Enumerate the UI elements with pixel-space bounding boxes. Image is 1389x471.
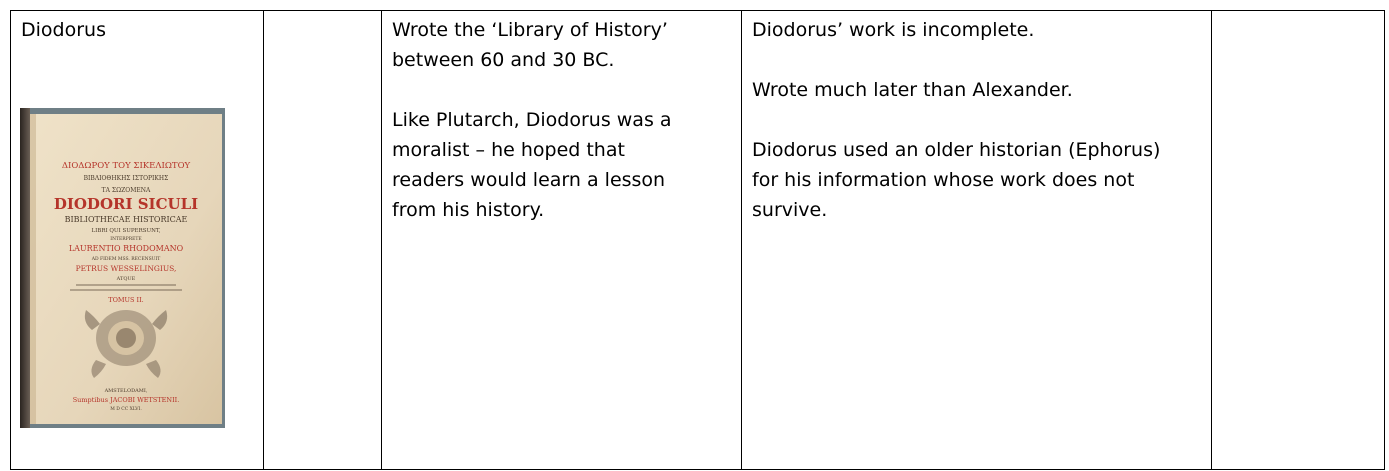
title-line-11: ATQUE bbox=[116, 276, 136, 282]
empty-cell-2-text bbox=[264, 11, 381, 15]
limitations-cell bbox=[742, 11, 1212, 470]
description-paragraph-2: Like Plutarch, Diodorus was a moralist – he hoped that readers would learn a lesson from his history. bbox=[392, 109, 672, 221]
title-line-9: AD FIDEM MSS. RECENSUIT bbox=[91, 257, 161, 262]
title-line-7: INTERPRETE bbox=[110, 237, 142, 242]
title-line-14: Sumptibus JACOBI WETSTENII. bbox=[72, 396, 180, 404]
empty-cell-2 bbox=[264, 11, 382, 470]
title-line-12: TOMUS II. bbox=[108, 296, 144, 304]
title-line-8: LAURENTIO RHODOMANO bbox=[68, 244, 184, 253]
book-spine bbox=[20, 108, 30, 428]
empty-cell-5-text bbox=[1212, 11, 1384, 15]
description-cell bbox=[382, 11, 742, 470]
title-line-2: ΒΙΒΛΙΟΘΗΚΗΣ ΙΣΤΟΡΙΚΗΣ bbox=[83, 175, 169, 182]
title-line-3: ΤΑ ΣΩΖΟΜΕΝΑ bbox=[101, 187, 151, 194]
book-title-page-image bbox=[20, 108, 225, 428]
title-line-6: LIBRI QUI SUPERSUNT, bbox=[91, 228, 161, 234]
empty-cell-5 bbox=[1212, 11, 1385, 470]
title-line-1: ΔΙΟΔΩΡΟΥ ΤΟΥ ΣΙΚΕΛΙΩΤΟΥ bbox=[61, 161, 191, 171]
title-line-4: DIODORI SICULI bbox=[53, 195, 199, 213]
title-line-15: M D CC XLVI. bbox=[110, 407, 142, 412]
limitation-paragraph-1: Diodorus’ work is incomplete. bbox=[752, 19, 1035, 41]
description-paragraph-1: Wrote the ‘Library of History’ between 60 and 30 BC. bbox=[392, 19, 668, 71]
limitation-paragraph-3: Diodorus used an older historian (Ephorus) for his information whose work does not survive. bbox=[752, 139, 1161, 221]
limitation-paragraph-2: Wrote much later than Alexander. bbox=[752, 79, 1073, 101]
title-line-5: BIBLIOTHECAE HISTORICAE bbox=[64, 215, 188, 224]
title-line-13: AMSTELODAMI, bbox=[104, 388, 148, 394]
title-line-10: PETRUS WESSELINGIUS, bbox=[75, 264, 177, 273]
source-name: Diodorus bbox=[21, 19, 106, 41]
